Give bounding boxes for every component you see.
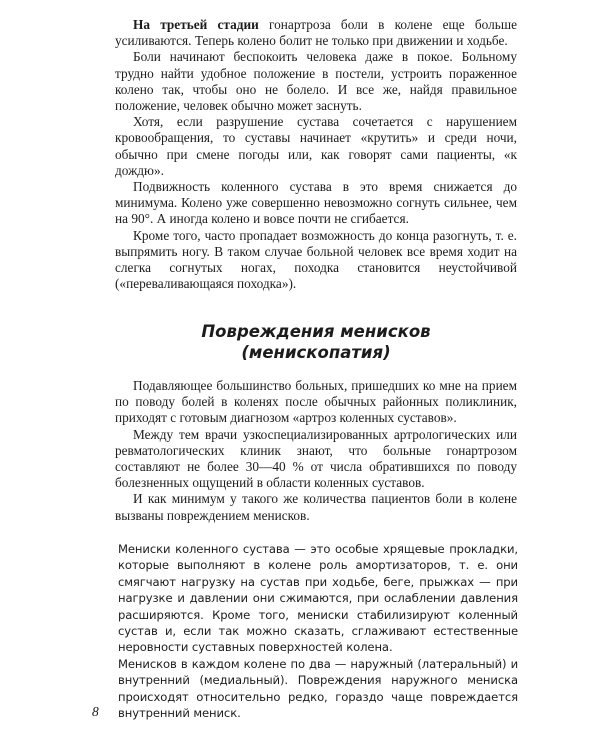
info-box [118, 541, 518, 721]
paragraph-1 [115, 17, 517, 49]
paragraph-7: Между тем врачи узкоспециализированных артрологических или ревматологических клиник знают, что больные гонартрозом составляют не более 30—40 % от числа обратившихся по поводу болезненных ощущений в области коленных суставов. [115, 426, 517, 491]
paragraph-8: И как минимум у такого же количества пациентов боли в колене вызваны повреждением менисков. [115, 491, 517, 523]
paragraph-5: Кроме того, часто пропадает возможность до конца разогнуть, т. е. выпрямить ногу. В таком случае больной человек все время ходит на слегка согнутых ногах, походка становится неустойчивой («переваливающаяся походка»). [115, 227, 517, 292]
body-text-section-2 [115, 378, 517, 524]
heading-line-2: (менископатия) [241, 343, 391, 362]
paragraph-6: Подавляющее большинство больных, пришедших ко мне на прием по поводу болей в коленях после обычных районных поликлиник, приходят с готовым диагнозом «артроз коленных суставов». [115, 378, 517, 426]
paragraph-3: Хотя, если разрушение сустава сочетается с нарушением кровообращения, то суставы начинает «крутить» и среди ночи, обычно при смене погоды или, как говорят сами пациенты, «к дождю». [115, 114, 517, 178]
paragraph-1-text: гонартроза боли в колене еще больше усиливаются. Теперь колено болит не только при движении и ходьбе. [115, 17, 517, 49]
lead-phrase: На третьей стадии [133, 17, 259, 32]
body-text-section-1 [115, 17, 517, 292]
info-paragraph-1: Мениски коленного сустава — это особые хрящевые прокладки, которые выполняют в колене роль амортизаторов, т. е. они смягчают нагрузку на сустав при ходьбе, беге, прыжках — при нагрузке и давлении они сжимаются, при ослаблении давления расширяются. Кроме того, мениски стабилизируют коленный сустав и, если так можно сказать, сглаживают естественные неровности суставных поверхностей колена. [118, 542, 518, 655]
page-number: 8 [92, 704, 99, 719]
info-paragraph-2: Менисков в каждом колене по два — наружный (латеральный) и внутренний (медиальный). Повреждения наружного мениска происходят относительно редко, гораздо чаще повреждается внутренний мениск. [118, 656, 518, 721]
paragraph-4: Подвижность коленного сустава в это время снижается до минимума. Колено уже совершенно невозможно согнуть сильнее, чем на 90°. А иногда колено и вовсе почти не сгибается. [115, 179, 517, 227]
paragraph-2: Боли начинают беспокоить человека даже в покое. Больному трудно найти удобное положение в постели, устроить пораженное колено так, чтобы оно не болело. И все же, найдя правильное положение, человек обычно может заснуть. [115, 49, 517, 114]
section-heading [115, 321, 517, 363]
heading-line-1: Повреждения менисков [201, 322, 431, 341]
